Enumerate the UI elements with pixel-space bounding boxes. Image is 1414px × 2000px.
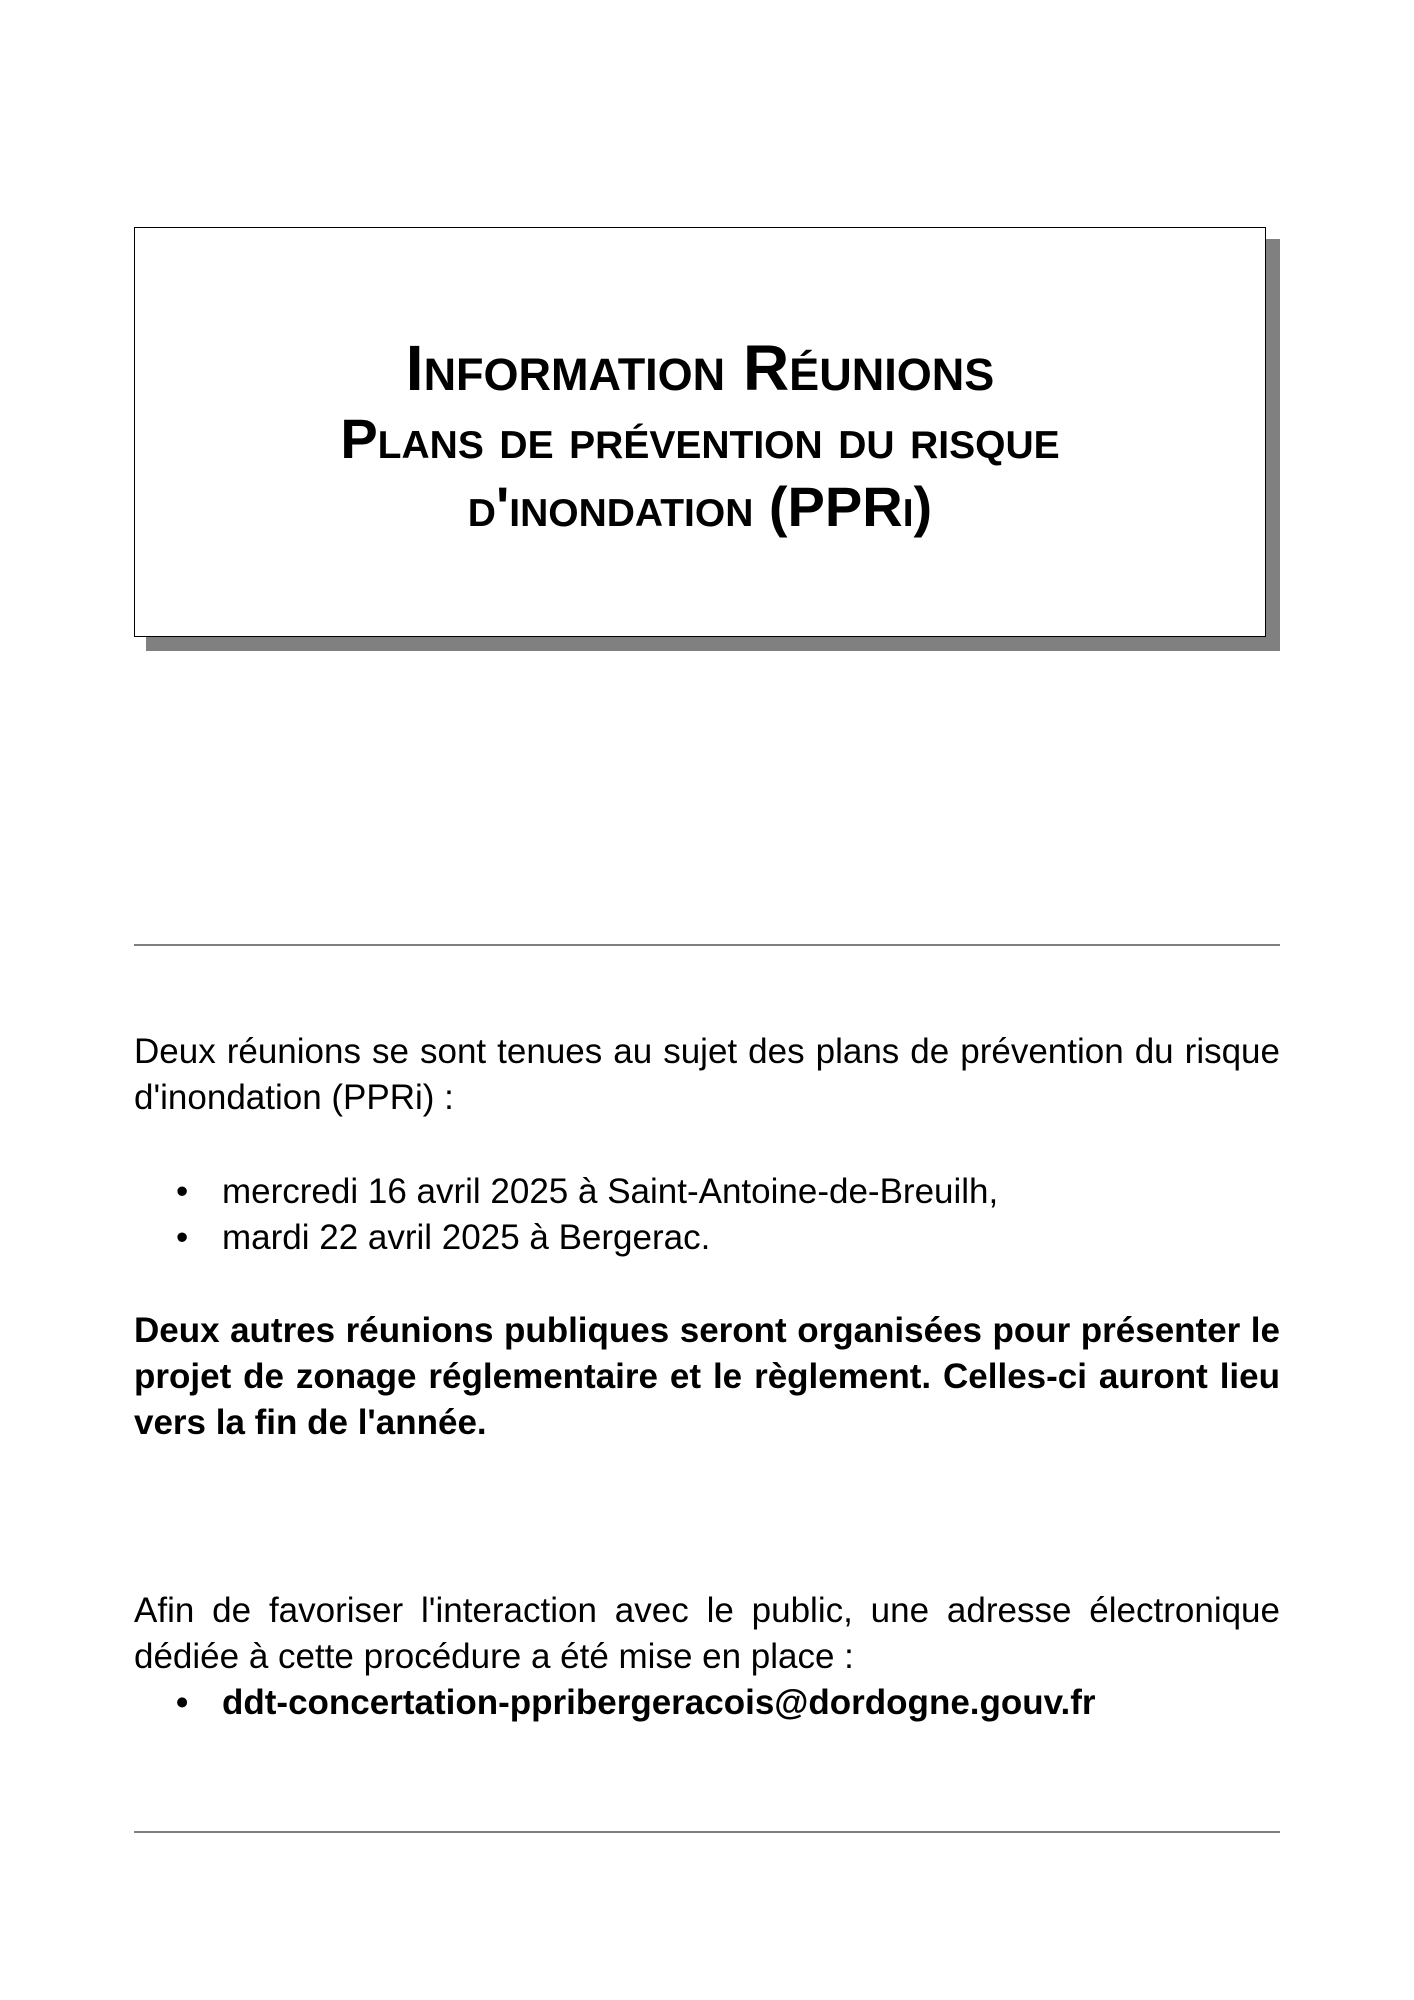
contact-email[interactable]: ddt-concertation-ppribergeracois@dordogne.gouv.fr	[222, 1683, 1096, 1722]
bullet-icon: •	[176, 1683, 189, 1722]
list-item	[134, 1169, 1280, 1215]
announcement-paragraph: Deux autres réunions publiques seront organisées pour présenter le projet de zonage réglementaire et le règlement. Celles-ci auront lieu vers la fin de l'année.	[134, 1311, 1280, 1442]
meeting-text: mardi 22 avril 2025 à Bergerac.	[222, 1218, 711, 1257]
intro-paragraph: Deux réunions se sont tenues au sujet des plans de prévention du risque d'inondation (PPRi) :	[134, 1032, 1280, 1117]
title-line-2: Plans de prévention du risque	[340, 407, 1060, 470]
page-title	[135, 331, 1265, 541]
contact-list	[134, 1680, 1280, 1726]
title-line-1: Information Réunions	[405, 332, 995, 404]
divider-bottom	[134, 1831, 1280, 1833]
contact-paragraph: Afin de favoriser l'interaction avec le public, une adresse électronique dédiée à cette procédure a été mise en place :	[134, 1591, 1280, 1676]
past-meetings-list	[134, 1169, 1280, 1261]
title-box	[134, 227, 1266, 637]
bullet-icon: •	[176, 1218, 189, 1257]
meeting-text: mercredi 16 avril 2025 à Saint-Antoine-de-Breuilh,	[222, 1172, 999, 1211]
divider-top	[134, 944, 1280, 946]
bullet-icon: •	[176, 1172, 189, 1211]
title-line-3: d'inondation (PPRi)	[467, 475, 933, 538]
list-item	[134, 1215, 1280, 1261]
list-item	[134, 1680, 1280, 1726]
